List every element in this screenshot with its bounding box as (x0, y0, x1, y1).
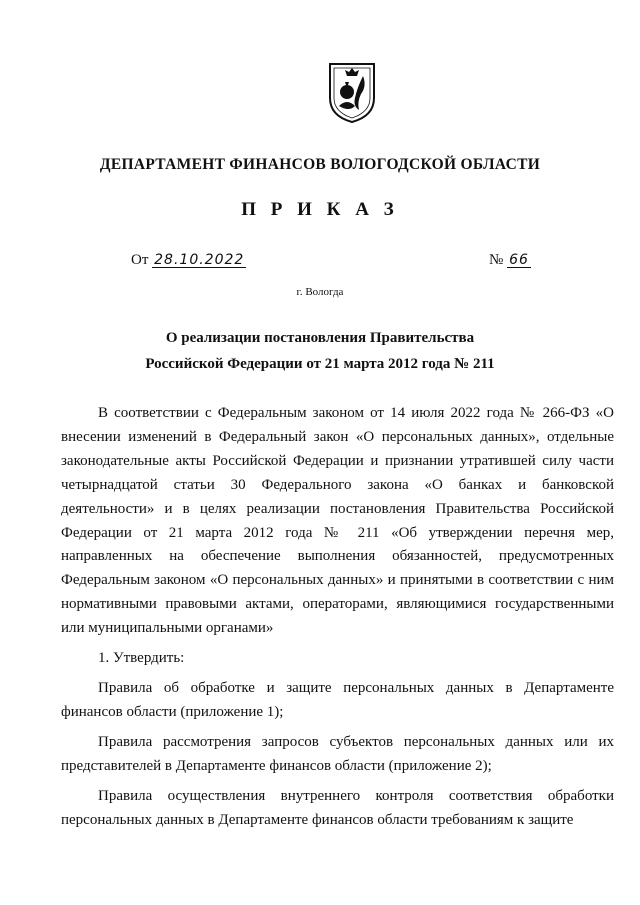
title-line-2: Российской Федерации от 21 марта 2012 года № 211 (145, 356, 495, 372)
city-label: г. Вологда (296, 286, 344, 298)
preamble-paragraph: В соответствии с Федеральным законом от 14 июля 2022 года № 266-ФЗ «О внесении изменений в Федеральный закон «О персональных данных», отдельные законодательные акты Российской Федерации и признании утратившей силу части четырнадцатой статьи 30 Федерального закона «О банках и банковской деятельности» и в целях реализации постановления Правительства Российской Федерации от 21 марта 2012 года № 211 «Об утверждении перечня мер, направленных на обеспечение выполнения обязанностей, предусмотренных Федеральным законом «О персональных данных» и принятыми в соответствии с ним нормативными правовыми актами, операторами, являющимися государственными или муниципальными органами» (61, 405, 614, 637)
order-title (0, 325, 640, 377)
date-line (131, 252, 246, 269)
date-value: 28.10.2022 (154, 252, 245, 268)
rule-paragraph-1: Правила об обработке и защите персональных данных в Департаменте финансов области (приложение 1); (61, 679, 614, 720)
document-type: П Р И К А З (241, 199, 399, 220)
rule-paragraph-3: Правила осуществления внутреннего контроля соответствия обработки персональных данных в Департаменте финансов области требованиям к защите (61, 787, 614, 828)
number-value: 66 (509, 252, 529, 268)
department-name: ДЕПАРТАМЕНТ ФИНАНСОВ ВОЛОГОДСКОЙ ОБЛАСТИ (99, 156, 541, 173)
rule-paragraph-2: Правила рассмотрения запросов субъектов персональных данных или их представителей в Департаменте финансов области (приложение 2); (61, 733, 614, 774)
title-line-1: О реализации постановления Правительства (165, 330, 475, 346)
number-line (489, 252, 531, 269)
number-prefix: № (489, 252, 504, 268)
coat-of-arms-icon (327, 62, 377, 124)
date-prefix: От (131, 252, 149, 268)
order-body (61, 402, 614, 832)
item-approve: 1. Утвердить: (98, 650, 185, 667)
